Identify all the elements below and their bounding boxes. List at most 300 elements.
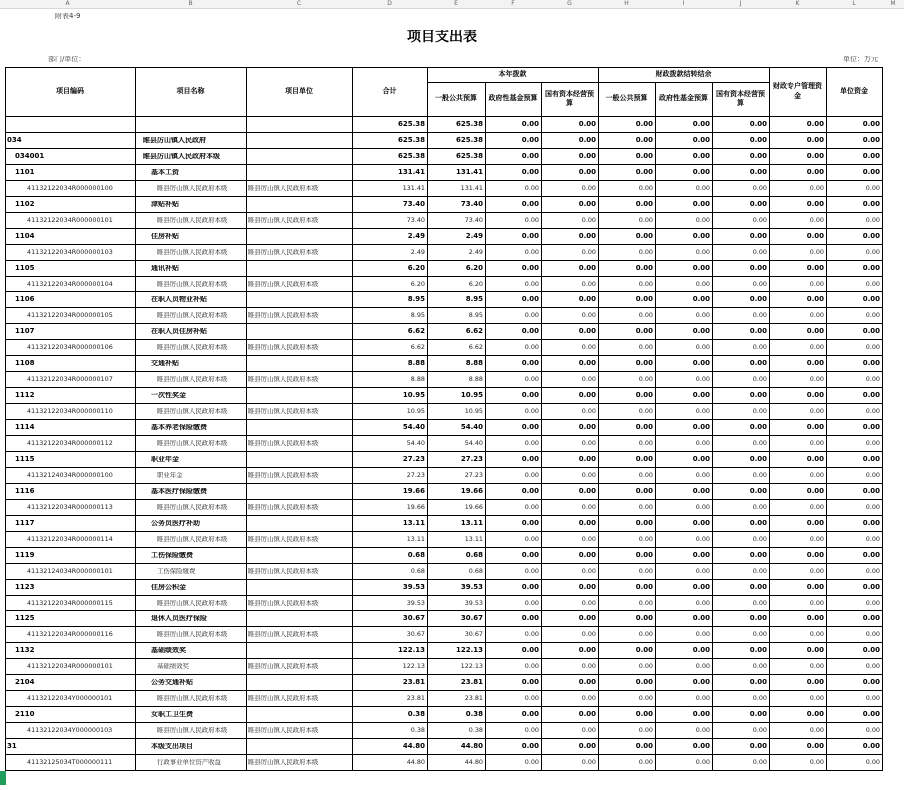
cell-code[interactable]: 1107 — [15, 328, 35, 335]
cell-special[interactable]: 0.00 — [809, 536, 824, 543]
cell-unit[interactable] — [248, 615, 352, 626]
cell-unit[interactable]: 睢县厉山镇人民政府本级 — [248, 727, 319, 734]
cell-unit[interactable] — [248, 328, 352, 339]
cell-special[interactable]: 0.00 — [806, 711, 824, 718]
cell-total[interactable]: 8.88 — [410, 376, 425, 383]
cell-total[interactable]: 54.40 — [402, 424, 425, 431]
cell-unit-funds[interactable]: 0.00 — [865, 312, 880, 319]
cell-unit-funds[interactable]: 0.00 — [865, 344, 880, 351]
cell-c-capital[interactable]: 0.00 — [752, 536, 767, 543]
cell-c-fund[interactable]: 0.00 — [695, 217, 710, 224]
cell-unit[interactable]: 睢县厉山镇人民政府本级 — [248, 217, 319, 224]
cell-total[interactable]: 0.38 — [407, 711, 425, 718]
column-letter-K[interactable]: K — [795, 0, 800, 7]
cell-capital[interactable]: 0.00 — [578, 121, 596, 128]
cell-unit-funds[interactable]: 0.00 — [865, 440, 880, 447]
cell-c-capital[interactable]: 0.00 — [749, 360, 767, 367]
cell-unit-funds[interactable]: 0.00 — [862, 201, 880, 208]
cell-c-fund[interactable]: 0.00 — [692, 647, 710, 654]
cell-code[interactable]: 1114 — [15, 424, 35, 431]
cell-c-general[interactable]: 0.00 — [635, 488, 653, 495]
cell-c-general[interactable]: 0.00 — [635, 679, 653, 686]
cell-c-fund[interactable]: 0.00 — [692, 456, 710, 463]
cell-code[interactable]: 41132122034R000000114 — [27, 536, 113, 543]
cell-unit[interactable] — [248, 137, 352, 148]
cell-capital[interactable]: 0.00 — [578, 679, 596, 686]
cell-c-capital[interactable]: 0.00 — [749, 296, 767, 303]
cell-fund[interactable]: 0.00 — [521, 233, 539, 240]
cell-c-general[interactable]: 0.00 — [638, 344, 653, 351]
cell-c-fund[interactable]: 0.00 — [692, 743, 710, 750]
cell-code[interactable]: 034001 — [15, 153, 45, 160]
cell-unit-funds[interactable]: 0.00 — [865, 185, 880, 192]
cell-c-fund[interactable]: 0.00 — [695, 312, 710, 319]
cell-total[interactable]: 625.38 — [397, 121, 425, 128]
cell-special[interactable]: 0.00 — [806, 201, 824, 208]
cell-special[interactable]: 0.00 — [809, 312, 824, 319]
cell-c-general[interactable]: 0.00 — [635, 584, 653, 591]
cell-capital[interactable]: 0.00 — [578, 360, 596, 367]
cell-c-general[interactable]: 0.00 — [638, 631, 653, 638]
cell-c-fund[interactable]: 0.00 — [695, 759, 710, 766]
cell-unit[interactable]: 睢县厉山镇人民政府本级 — [248, 695, 319, 702]
cell-c-general[interactable]: 0.00 — [635, 424, 653, 431]
cell-unit[interactable] — [248, 360, 352, 371]
cell-special[interactable]: 0.00 — [809, 344, 824, 351]
cell-code[interactable]: 41132122034R000000105 — [27, 312, 113, 319]
cell-name[interactable]: 一次性奖金 — [151, 392, 186, 399]
cell-special[interactable]: 0.00 — [806, 360, 824, 367]
cell-unit[interactable]: 睢县厉山镇人民政府本级 — [248, 408, 319, 415]
cell-total[interactable]: 122.13 — [397, 647, 425, 654]
cell-c-capital[interactable]: 0.00 — [752, 440, 767, 447]
cell-c-capital[interactable]: 0.00 — [752, 249, 767, 256]
cell-general[interactable]: 10.95 — [460, 392, 483, 399]
cell-unit-funds[interactable]: 0.00 — [862, 296, 880, 303]
cell-code[interactable]: 41132122034R000000107 — [27, 376, 113, 383]
cell-special[interactable]: 0.00 — [809, 217, 824, 224]
cell-c-capital[interactable]: 0.00 — [752, 695, 767, 702]
cell-fund[interactable]: 0.00 — [524, 281, 539, 288]
cell-c-capital[interactable]: 0.00 — [749, 201, 767, 208]
cell-c-capital[interactable]: 0.00 — [749, 153, 767, 160]
cell-code[interactable]: 31 — [7, 743, 17, 750]
cell-special[interactable]: 0.00 — [806, 424, 824, 431]
cell-c-capital[interactable]: 0.00 — [749, 520, 767, 527]
cell-name[interactable]: 睢县厉山镇人民政府本级 — [157, 695, 228, 702]
cell-c-capital[interactable]: 0.00 — [749, 647, 767, 654]
cell-capital[interactable]: 0.00 — [581, 312, 596, 319]
cell-name[interactable]: 基础绩效奖 — [151, 647, 186, 654]
cell-unit[interactable] — [248, 552, 352, 563]
cell-name[interactable]: 睢县厉山镇人民政府本级 — [157, 600, 228, 607]
cell-c-general[interactable]: 0.00 — [638, 281, 653, 288]
cell-code[interactable]: 2104 — [15, 679, 35, 686]
cell-unit[interactable]: 睢县厉山镇人民政府本级 — [248, 344, 319, 351]
cell-capital[interactable]: 0.00 — [581, 631, 596, 638]
cell-general[interactable]: 27.23 — [460, 456, 483, 463]
cell-special[interactable]: 0.00 — [809, 281, 824, 288]
cell-code[interactable]: 41132122034R000000113 — [27, 504, 113, 511]
cell-general[interactable]: 8.88 — [468, 376, 483, 383]
cell-unit-funds[interactable]: 0.00 — [865, 663, 880, 670]
cell-fund[interactable]: 0.00 — [521, 743, 539, 750]
cell-general[interactable]: 39.53 — [460, 584, 483, 591]
cell-unit[interactable]: 睢县厉山镇人民政府本级 — [248, 600, 319, 607]
cell-c-fund[interactable]: 0.00 — [692, 488, 710, 495]
cell-code[interactable]: 41132122034R000000115 — [27, 600, 113, 607]
cell-special[interactable]: 0.00 — [809, 600, 824, 607]
column-letter-L[interactable]: L — [852, 0, 856, 7]
cell-special[interactable]: 0.00 — [809, 568, 824, 575]
cell-capital[interactable]: 0.00 — [581, 504, 596, 511]
cell-c-fund[interactable]: 0.00 — [695, 663, 710, 670]
cell-unit-funds[interactable]: 0.00 — [865, 376, 880, 383]
cell-code[interactable]: 1104 — [15, 233, 35, 240]
cell-general[interactable]: 8.95 — [468, 312, 483, 319]
cell-c-general[interactable]: 0.00 — [635, 392, 653, 399]
cell-c-fund[interactable]: 0.00 — [692, 615, 710, 622]
cell-c-capital[interactable]: 0.00 — [752, 281, 767, 288]
cell-code[interactable]: 1117 — [15, 520, 35, 527]
cell-c-capital[interactable]: 0.00 — [752, 408, 767, 415]
cell-total[interactable]: 6.62 — [407, 328, 425, 335]
cell-special[interactable]: 0.00 — [806, 615, 824, 622]
cell-c-capital[interactable]: 0.00 — [749, 121, 767, 128]
cell-name[interactable]: 基本医疗保险缴费 — [151, 488, 207, 495]
cell-name[interactable]: 职业年金 — [151, 456, 179, 463]
cell-name[interactable]: 工伤保险缴费 — [157, 568, 196, 575]
cell-capital[interactable]: 0.00 — [581, 185, 596, 192]
cell-unit-funds[interactable]: 0.00 — [862, 328, 880, 335]
cell-c-general[interactable]: 0.00 — [638, 504, 653, 511]
cell-code[interactable]: 41132122034R000000104 — [27, 281, 113, 288]
cell-general[interactable]: 27.23 — [464, 472, 483, 479]
cell-capital[interactable]: 0.00 — [578, 201, 596, 208]
cell-fund[interactable]: 0.00 — [521, 137, 539, 144]
cell-name[interactable]: 住房公积金 — [151, 584, 186, 591]
cell-code[interactable]: 41132122034R000000116 — [27, 631, 113, 638]
cell-c-fund[interactable]: 0.00 — [692, 121, 710, 128]
cell-capital[interactable]: 0.00 — [581, 440, 596, 447]
cell-c-capital[interactable]: 0.00 — [749, 169, 767, 176]
cell-general[interactable]: 44.80 — [464, 759, 483, 766]
cell-total[interactable]: 54.40 — [406, 440, 425, 447]
cell-unit-funds[interactable]: 0.00 — [865, 759, 880, 766]
cell-capital[interactable]: 0.00 — [581, 568, 596, 575]
cell-name[interactable]: 睢县厉山镇人民政府本级 — [143, 153, 220, 160]
cell-capital[interactable]: 0.00 — [581, 408, 596, 415]
cell-c-general[interactable]: 0.00 — [638, 312, 653, 319]
cell-fund[interactable]: 0.00 — [521, 679, 539, 686]
cell-c-fund[interactable]: 0.00 — [692, 137, 710, 144]
cell-c-general[interactable]: 0.00 — [635, 456, 653, 463]
cell-c-capital[interactable]: 0.00 — [749, 584, 767, 591]
cell-unit-funds[interactable]: 0.00 — [862, 360, 880, 367]
cell-c-capital[interactable]: 0.00 — [749, 137, 767, 144]
cell-total[interactable]: 19.66 — [402, 488, 425, 495]
cell-c-general[interactable]: 0.00 — [635, 520, 653, 527]
column-letter-G[interactable]: G — [567, 0, 572, 7]
cell-special[interactable]: 0.00 — [806, 647, 824, 654]
cell-name[interactable]: 基础绩效奖 — [157, 663, 189, 670]
cell-special[interactable]: 0.00 — [809, 472, 824, 479]
cell-code[interactable]: 41132122034R000000112 — [27, 440, 113, 447]
cell-total[interactable]: 2.49 — [407, 233, 425, 240]
cell-total[interactable]: 8.95 — [410, 312, 425, 319]
cell-code[interactable] — [7, 121, 135, 132]
cell-general[interactable]: 23.81 — [460, 679, 483, 686]
cell-capital[interactable]: 0.00 — [581, 217, 596, 224]
cell-c-fund[interactable]: 0.00 — [692, 552, 710, 559]
cell-fund[interactable]: 0.00 — [524, 695, 539, 702]
column-letter-E[interactable]: E — [454, 0, 458, 7]
column-letter-A[interactable]: A — [65, 0, 70, 7]
cell-name[interactable]: 津贴补贴 — [151, 201, 179, 208]
cell-unit[interactable] — [248, 711, 352, 722]
cell-total[interactable]: 30.67 — [402, 615, 425, 622]
cell-fund[interactable]: 0.00 — [521, 265, 539, 272]
cell-unit-funds[interactable]: 0.00 — [865, 695, 880, 702]
cell-code[interactable]: 1112 — [15, 392, 35, 399]
cell-special[interactable]: 0.00 — [806, 233, 824, 240]
cell-c-fund[interactable]: 0.00 — [692, 584, 710, 591]
cell-fund[interactable]: 0.00 — [521, 488, 539, 495]
cell-fund[interactable]: 0.00 — [521, 296, 539, 303]
cell-general[interactable]: 54.40 — [460, 424, 483, 431]
cell-special[interactable]: 0.00 — [806, 456, 824, 463]
cell-c-capital[interactable]: 0.00 — [752, 568, 767, 575]
cell-special[interactable]: 0.00 — [806, 121, 824, 128]
cell-capital[interactable]: 0.00 — [578, 328, 596, 335]
cell-capital[interactable]: 0.00 — [578, 584, 596, 591]
cell-c-general[interactable]: 0.00 — [635, 328, 653, 335]
cell-general[interactable]: 23.81 — [464, 695, 483, 702]
cell-unit-funds[interactable]: 0.00 — [862, 584, 880, 591]
cell-unit[interactable]: 睢县厉山镇人民政府本级 — [248, 249, 319, 256]
cell-general[interactable]: 73.40 — [460, 201, 483, 208]
cell-total[interactable]: 10.95 — [402, 392, 425, 399]
cell-total[interactable]: 19.66 — [406, 504, 425, 511]
cell-code[interactable]: 1102 — [15, 201, 35, 208]
cell-c-general[interactable]: 0.00 — [635, 615, 653, 622]
cell-name[interactable]: 睢县厉山镇人民政府本级 — [157, 185, 228, 192]
cell-name[interactable]: 行政事业单位资产收益 — [157, 759, 221, 766]
cell-c-capital[interactable]: 0.00 — [749, 265, 767, 272]
cell-total[interactable]: 44.80 — [402, 743, 425, 750]
cell-c-capital[interactable]: 0.00 — [752, 376, 767, 383]
cell-general[interactable]: 625.38 — [455, 121, 483, 128]
column-letter-H[interactable]: H — [624, 0, 629, 7]
cell-general[interactable]: 8.95 — [465, 296, 483, 303]
cell-total[interactable]: 27.23 — [402, 456, 425, 463]
cell-total[interactable]: 131.41 — [402, 185, 425, 192]
cell-unit[interactable] — [248, 584, 352, 595]
cell-fund[interactable]: 0.00 — [521, 584, 539, 591]
cell-capital[interactable]: 0.00 — [581, 759, 596, 766]
cell-unit[interactable]: 睢县厉山镇人民政府本级 — [248, 376, 319, 383]
cell-name[interactable]: 睢县厉山镇人民政府本级 — [157, 217, 228, 224]
cell-unit-funds[interactable]: 0.00 — [862, 392, 880, 399]
cell-unit[interactable] — [248, 743, 352, 754]
cell-name[interactable]: 基本养老保险缴费 — [151, 424, 207, 431]
cell-name[interactable]: 住房补贴 — [151, 233, 179, 240]
cell-c-capital[interactable]: 0.00 — [749, 711, 767, 718]
cell-fund[interactable]: 0.00 — [524, 727, 539, 734]
cell-unit-funds[interactable]: 0.00 — [862, 615, 880, 622]
cell-fund[interactable]: 0.00 — [524, 440, 539, 447]
cell-c-capital[interactable]: 0.00 — [752, 504, 767, 511]
cell-c-fund[interactable]: 0.00 — [695, 600, 710, 607]
cell-general[interactable]: 0.68 — [465, 552, 483, 559]
cell-total[interactable]: 122.13 — [402, 663, 425, 670]
cell-total[interactable]: 625.38 — [397, 137, 425, 144]
cell-c-capital[interactable]: 0.00 — [749, 328, 767, 335]
cell-name[interactable]: 睢县厉山镇人民政府本级 — [157, 536, 228, 543]
cell-code[interactable]: 41132124034R000000100 — [27, 472, 113, 479]
cell-capital[interactable]: 0.00 — [581, 344, 596, 351]
cell-unit[interactable] — [248, 424, 352, 435]
cell-code[interactable]: 1105 — [15, 265, 35, 272]
cell-fund[interactable]: 0.00 — [521, 153, 539, 160]
cell-fund[interactable]: 0.00 — [524, 663, 539, 670]
cell-name[interactable]: 睢县厉山镇人民政府本级 — [157, 376, 228, 383]
cell-capital[interactable]: 0.00 — [578, 137, 596, 144]
cell-fund[interactable]: 0.00 — [521, 424, 539, 431]
cell-code[interactable]: 034 — [7, 137, 22, 144]
cell-name[interactable]: 睢县厉山镇人民政府本级 — [157, 344, 228, 351]
cell-unit-funds[interactable]: 0.00 — [862, 647, 880, 654]
cell-general[interactable]: 6.20 — [465, 265, 483, 272]
cell-c-capital[interactable]: 0.00 — [749, 679, 767, 686]
cell-general[interactable]: 0.38 — [468, 727, 483, 734]
cell-c-fund[interactable]: 0.00 — [692, 424, 710, 431]
cell-special[interactable]: 0.00 — [809, 727, 824, 734]
cell-c-general[interactable]: 0.00 — [635, 743, 653, 750]
cell-fund[interactable]: 0.00 — [524, 631, 539, 638]
cell-fund[interactable]: 0.00 — [524, 217, 539, 224]
cell-unit[interactable] — [248, 456, 352, 467]
cell-unit[interactable] — [248, 233, 352, 244]
cell-special[interactable]: 0.00 — [806, 328, 824, 335]
cell-total[interactable]: 73.40 — [402, 201, 425, 208]
cell-c-general[interactable]: 0.00 — [638, 408, 653, 415]
cell-capital[interactable]: 0.00 — [581, 663, 596, 670]
cell-unit-funds[interactable]: 0.00 — [865, 727, 880, 734]
cell-capital[interactable]: 0.00 — [578, 743, 596, 750]
cell-unit-funds[interactable]: 0.00 — [865, 408, 880, 415]
cell-special[interactable]: 0.00 — [806, 265, 824, 272]
cell-unit-funds[interactable]: 0.00 — [862, 552, 880, 559]
cell-special[interactable]: 0.00 — [809, 185, 824, 192]
cell-general[interactable]: 73.40 — [464, 217, 483, 224]
cell-name[interactable]: 通讯补贴 — [151, 265, 179, 272]
cell-unit[interactable]: 睢县厉山镇人民政府本级 — [248, 312, 319, 319]
cell-general[interactable]: 30.67 — [464, 631, 483, 638]
cell-capital[interactable]: 0.00 — [578, 647, 596, 654]
cell-general[interactable]: 6.62 — [465, 328, 483, 335]
cell-unit[interactable] — [248, 488, 352, 499]
cell-code[interactable]: 1132 — [15, 647, 35, 654]
cell-fund[interactable]: 0.00 — [521, 456, 539, 463]
cell-unit-funds[interactable]: 0.00 — [862, 424, 880, 431]
cell-general[interactable]: 13.11 — [464, 536, 483, 543]
cell-general[interactable]: 2.49 — [465, 233, 483, 240]
cell-capital[interactable]: 0.00 — [578, 520, 596, 527]
cell-c-capital[interactable]: 0.00 — [752, 631, 767, 638]
cell-special[interactable]: 0.00 — [806, 296, 824, 303]
cell-total[interactable]: 6.20 — [407, 265, 425, 272]
cell-c-general[interactable]: 0.00 — [635, 233, 653, 240]
cell-c-fund[interactable]: 0.00 — [695, 695, 710, 702]
cell-name[interactable]: 在职人员住房补贴 — [151, 328, 207, 335]
cell-capital[interactable]: 0.00 — [578, 233, 596, 240]
cell-unit[interactable] — [248, 647, 352, 658]
cell-c-general[interactable]: 0.00 — [638, 759, 653, 766]
cell-c-capital[interactable]: 0.00 — [752, 600, 767, 607]
cell-c-fund[interactable]: 0.00 — [692, 679, 710, 686]
cell-total[interactable]: 6.62 — [410, 344, 425, 351]
cell-name[interactable]: 职业年金 — [157, 472, 183, 479]
cell-c-capital[interactable]: 0.00 — [752, 312, 767, 319]
cell-special[interactable]: 0.00 — [809, 695, 824, 702]
cell-general[interactable]: 131.41 — [460, 185, 483, 192]
cell-unit[interactable] — [248, 201, 352, 212]
cell-unit[interactable] — [248, 153, 352, 164]
cell-total[interactable]: 39.53 — [402, 584, 425, 591]
cell-unit-funds[interactable]: 0.00 — [862, 679, 880, 686]
cell-unit[interactable] — [248, 392, 352, 403]
cell-fund[interactable]: 0.00 — [521, 520, 539, 527]
column-letter-B[interactable]: B — [188, 0, 193, 7]
cell-c-fund[interactable]: 0.00 — [692, 328, 710, 335]
cell-general[interactable]: 625.38 — [455, 153, 483, 160]
cell-c-general[interactable]: 0.00 — [635, 552, 653, 559]
cell-fund[interactable]: 0.00 — [521, 169, 539, 176]
cell-total[interactable]: 0.68 — [407, 552, 425, 559]
cell-unit[interactable]: 睢县厉山镇人民政府本级 — [248, 759, 319, 766]
cell-fund[interactable]: 0.00 — [524, 408, 539, 415]
cell-unit[interactable] — [248, 169, 352, 180]
cell-code[interactable]: 41132125034T000000111 — [27, 759, 113, 766]
cell-name[interactable]: 睢县厉山镇人民政府本级 — [157, 312, 228, 319]
cell-fund[interactable]: 0.00 — [521, 121, 539, 128]
cell-c-general[interactable]: 0.00 — [635, 137, 653, 144]
cell-c-general[interactable]: 0.00 — [638, 663, 653, 670]
cell-fund[interactable]: 0.00 — [521, 201, 539, 208]
cell-total[interactable]: 23.81 — [406, 695, 425, 702]
cell-code[interactable]: 1125 — [15, 615, 35, 622]
cell-capital[interactable]: 0.00 — [578, 265, 596, 272]
cell-code[interactable]: 41132122034Y000000101 — [27, 695, 113, 702]
cell-code[interactable]: 1123 — [15, 584, 35, 591]
cell-total[interactable]: 625.38 — [397, 153, 425, 160]
cell-unit[interactable] — [248, 520, 352, 531]
cell-special[interactable]: 0.00 — [809, 249, 824, 256]
cell-c-fund[interactable]: 0.00 — [695, 631, 710, 638]
cell-c-fund[interactable]: 0.00 — [692, 153, 710, 160]
cell-name[interactable]: 睢县厉山镇人民政府本级 — [157, 504, 228, 511]
cell-c-general[interactable]: 0.00 — [635, 296, 653, 303]
cell-code[interactable]: 2110 — [15, 711, 35, 718]
cell-unit[interactable]: 睢县厉山镇人民政府本级 — [248, 504, 319, 511]
cell-capital[interactable]: 0.00 — [581, 600, 596, 607]
cell-general[interactable]: 54.40 — [464, 440, 483, 447]
cell-c-general[interactable]: 0.00 — [638, 249, 653, 256]
cell-c-capital[interactable]: 0.00 — [749, 424, 767, 431]
cell-c-fund[interactable]: 0.00 — [695, 281, 710, 288]
cell-code[interactable]: 1108 — [15, 360, 35, 367]
